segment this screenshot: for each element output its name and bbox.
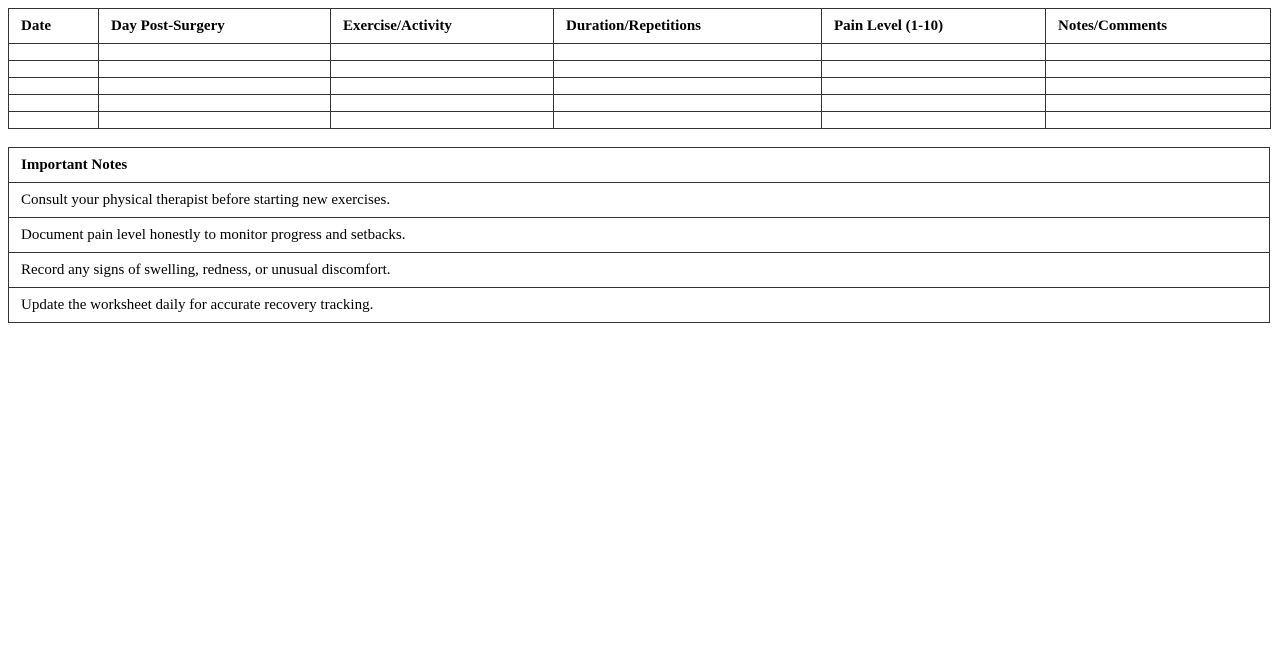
note-item: Record any signs of swelling, redness, or unusual discomfort. xyxy=(9,253,1270,288)
cell-date[interactable] xyxy=(9,78,99,95)
cell-pain-level[interactable] xyxy=(822,95,1046,112)
cell-pain-level[interactable] xyxy=(822,44,1046,61)
column-header-duration-repetitions: Duration/Repetitions xyxy=(554,9,822,44)
note-item: Update the worksheet daily for accurate recovery tracking. xyxy=(9,288,1270,323)
cell-notes-comments[interactable] xyxy=(1046,95,1271,112)
note-row xyxy=(9,288,1270,323)
cell-pain-level[interactable] xyxy=(822,78,1046,95)
table-row xyxy=(9,44,1271,61)
note-row xyxy=(9,253,1270,288)
note-row xyxy=(9,218,1270,253)
cell-notes-comments[interactable] xyxy=(1046,112,1271,129)
cell-pain-level[interactable] xyxy=(822,61,1046,78)
cell-exercise-activity[interactable] xyxy=(331,78,554,95)
cell-date[interactable] xyxy=(9,44,99,61)
cell-pain-level[interactable] xyxy=(822,112,1046,129)
table-row xyxy=(9,78,1271,95)
cell-day-post-surgery[interactable] xyxy=(99,78,331,95)
column-header-day-post-surgery: Day Post-Surgery xyxy=(99,9,331,44)
column-header-notes-comments: Notes/Comments xyxy=(1046,9,1271,44)
cell-date[interactable] xyxy=(9,112,99,129)
column-header-date: Date xyxy=(9,9,99,44)
note-item: Document pain level honestly to monitor progress and setbacks. xyxy=(9,218,1270,253)
cell-notes-comments[interactable] xyxy=(1046,61,1271,78)
cell-exercise-activity[interactable] xyxy=(331,61,554,78)
cell-date[interactable] xyxy=(9,95,99,112)
column-header-exercise-activity: Exercise/Activity xyxy=(331,9,554,44)
table-row xyxy=(9,95,1271,112)
table-row xyxy=(9,112,1271,129)
notes-header-row xyxy=(9,148,1270,183)
note-row xyxy=(9,183,1270,218)
header-row xyxy=(9,9,1271,44)
cell-duration-repetitions[interactable] xyxy=(554,61,822,78)
table-row xyxy=(9,61,1271,78)
cell-notes-comments[interactable] xyxy=(1046,78,1271,95)
notes-title: Important Notes xyxy=(9,148,1270,183)
cell-notes-comments[interactable] xyxy=(1046,44,1271,61)
cell-duration-repetitions[interactable] xyxy=(554,95,822,112)
note-item: Consult your physical therapist before starting new exercises. xyxy=(9,183,1270,218)
cell-duration-repetitions[interactable] xyxy=(554,112,822,129)
cell-day-post-surgery[interactable] xyxy=(99,61,331,78)
exercise-log-table xyxy=(8,8,1271,129)
cell-duration-repetitions[interactable] xyxy=(554,78,822,95)
cell-exercise-activity[interactable] xyxy=(331,112,554,129)
cell-date[interactable] xyxy=(9,61,99,78)
cell-day-post-surgery[interactable] xyxy=(99,95,331,112)
cell-day-post-surgery[interactable] xyxy=(99,112,331,129)
cell-exercise-activity[interactable] xyxy=(331,95,554,112)
important-notes-table xyxy=(8,147,1270,323)
cell-exercise-activity[interactable] xyxy=(331,44,554,61)
cell-duration-repetitions[interactable] xyxy=(554,44,822,61)
cell-day-post-surgery[interactable] xyxy=(99,44,331,61)
column-header-pain-level: Pain Level (1-10) xyxy=(822,9,1046,44)
